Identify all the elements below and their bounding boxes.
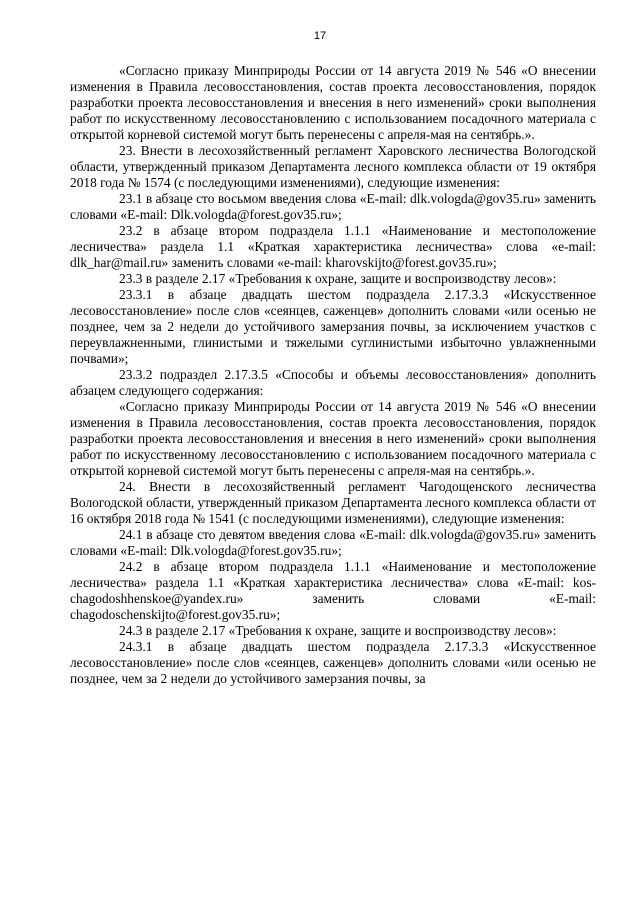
item-23-3-2: 23.3.2 подраздел 2.17.3.5 «Способы и объемы лесовосстановления» дополнить абзацем следующего содержания:: [70, 367, 596, 398]
item-23: 23. Внести в лесохозяйственный регламент Харовского лесничества Вологодской области, утвержденный приказом Департамента лесного комплекса области от 19 октября 2018 года № 1574 (с последующими изменениями), следующие изменения:: [70, 143, 596, 190]
item-23-1: 23.1 в абзаце сто восьмом введения слова «E-mail: dlk.vologda@gov35.ru» заменить словами «E-mail: Dlk.vologda@forest.gov35.ru»;: [70, 191, 596, 222]
document-body: [70, 63, 596, 687]
page-number: 17: [313, 30, 327, 42]
item-23-3-1: 23.3.1 в абзаце двадцать шестом подраздела 2.17.3.3 «Искусственное лесовосстановление» после слов «сеянцев, саженцев» дополнить словами «или осенью не позднее, чем за 2 недели до устойчивого замерзания почвы, за исключением участков с переувлажненными, глинистыми и тяжелыми суглинистыми избыточно увлажненными почвами»;: [70, 287, 596, 366]
item-24-3-1: 24.3.1 в абзаце двадцать шестом подраздела 2.17.3.3 «Искусственное лесовосстановление» после слов «сеянцев, саженцев» дополнить словами «или осенью не позднее, чем за 2 недели до устойчивого замерзания почвы, за: [70, 639, 596, 686]
quote-paragraph-1: «Согласно приказу Минприроды России от 14 августа 2019 № 546 «О внесении изменения в Правила лесовосстановления, состав проекта лесовосстановления, порядок разработки проекта лесовосстановления и внесения в него изменений» сроки выполнения работ по искусственному лесовосстановлению с использованием посадочного материала с открытой корневой системой могут быть перенесены с апреля-мая на сентябрь.».: [70, 63, 596, 142]
item-24-2: 24.2 в абзаце втором подраздела 1.1.1 «Наименование и местоположение лесничества» раздела 1.1 «Краткая характеристика лесничества» слова «E-mail: kos-chagodoshhenskoe@yandex.ru» заменить словами «E-mail: chagodoschenskijto@forest.gov35.ru»;: [70, 559, 596, 622]
item-24-1: 24.1 в абзаце сто девятом введения слова «E-mail: dlk.vologda@gov35.ru» заменить словами «E-mail: Dlk.vologda@forest.gov35.ru»;: [70, 527, 596, 558]
quote-paragraph-2: «Согласно приказу Минприроды России от 14 августа 2019 № 546 «О внесении изменения в Правила лесовосстановления, состав проекта лесовосстановления, порядок разработки проекта лесовосстановления и внесения в него изменений» сроки выполнения работ по искусственному лесовосстановлению с использованием посадочного материала с открытой корневой системой могут быть перенесены с апреля-мая на сентябрь.».: [70, 399, 596, 478]
item-24-3: 24.3 в разделе 2.17 «Требования к охране, защите и воспроизводству лесов»:: [119, 623, 557, 638]
item-24: 24. Внести в лесохозяйственный регламент Чагодощенского лесничества Вологодской области, утвержденный приказом Департамента лесного комплекса области от 16 октября 2018 года № 1541 (с последующими изменениями), следующие изменения:: [70, 479, 596, 526]
item-23-2: 23.2 в абзаце втором подраздела 1.1.1 «Наименование и местоположение лесничества» раздела 1.1 «Краткая характеристика лесничества» слова «e-mail: dlk_har@mail.ru» заменить словами «e-mail: kharovskijto@forest.gov35.ru»;: [70, 223, 596, 270]
item-23-3: 23.3 в разделе 2.17 «Требования к охране, защите и воспроизводству лесов»:: [119, 271, 557, 286]
